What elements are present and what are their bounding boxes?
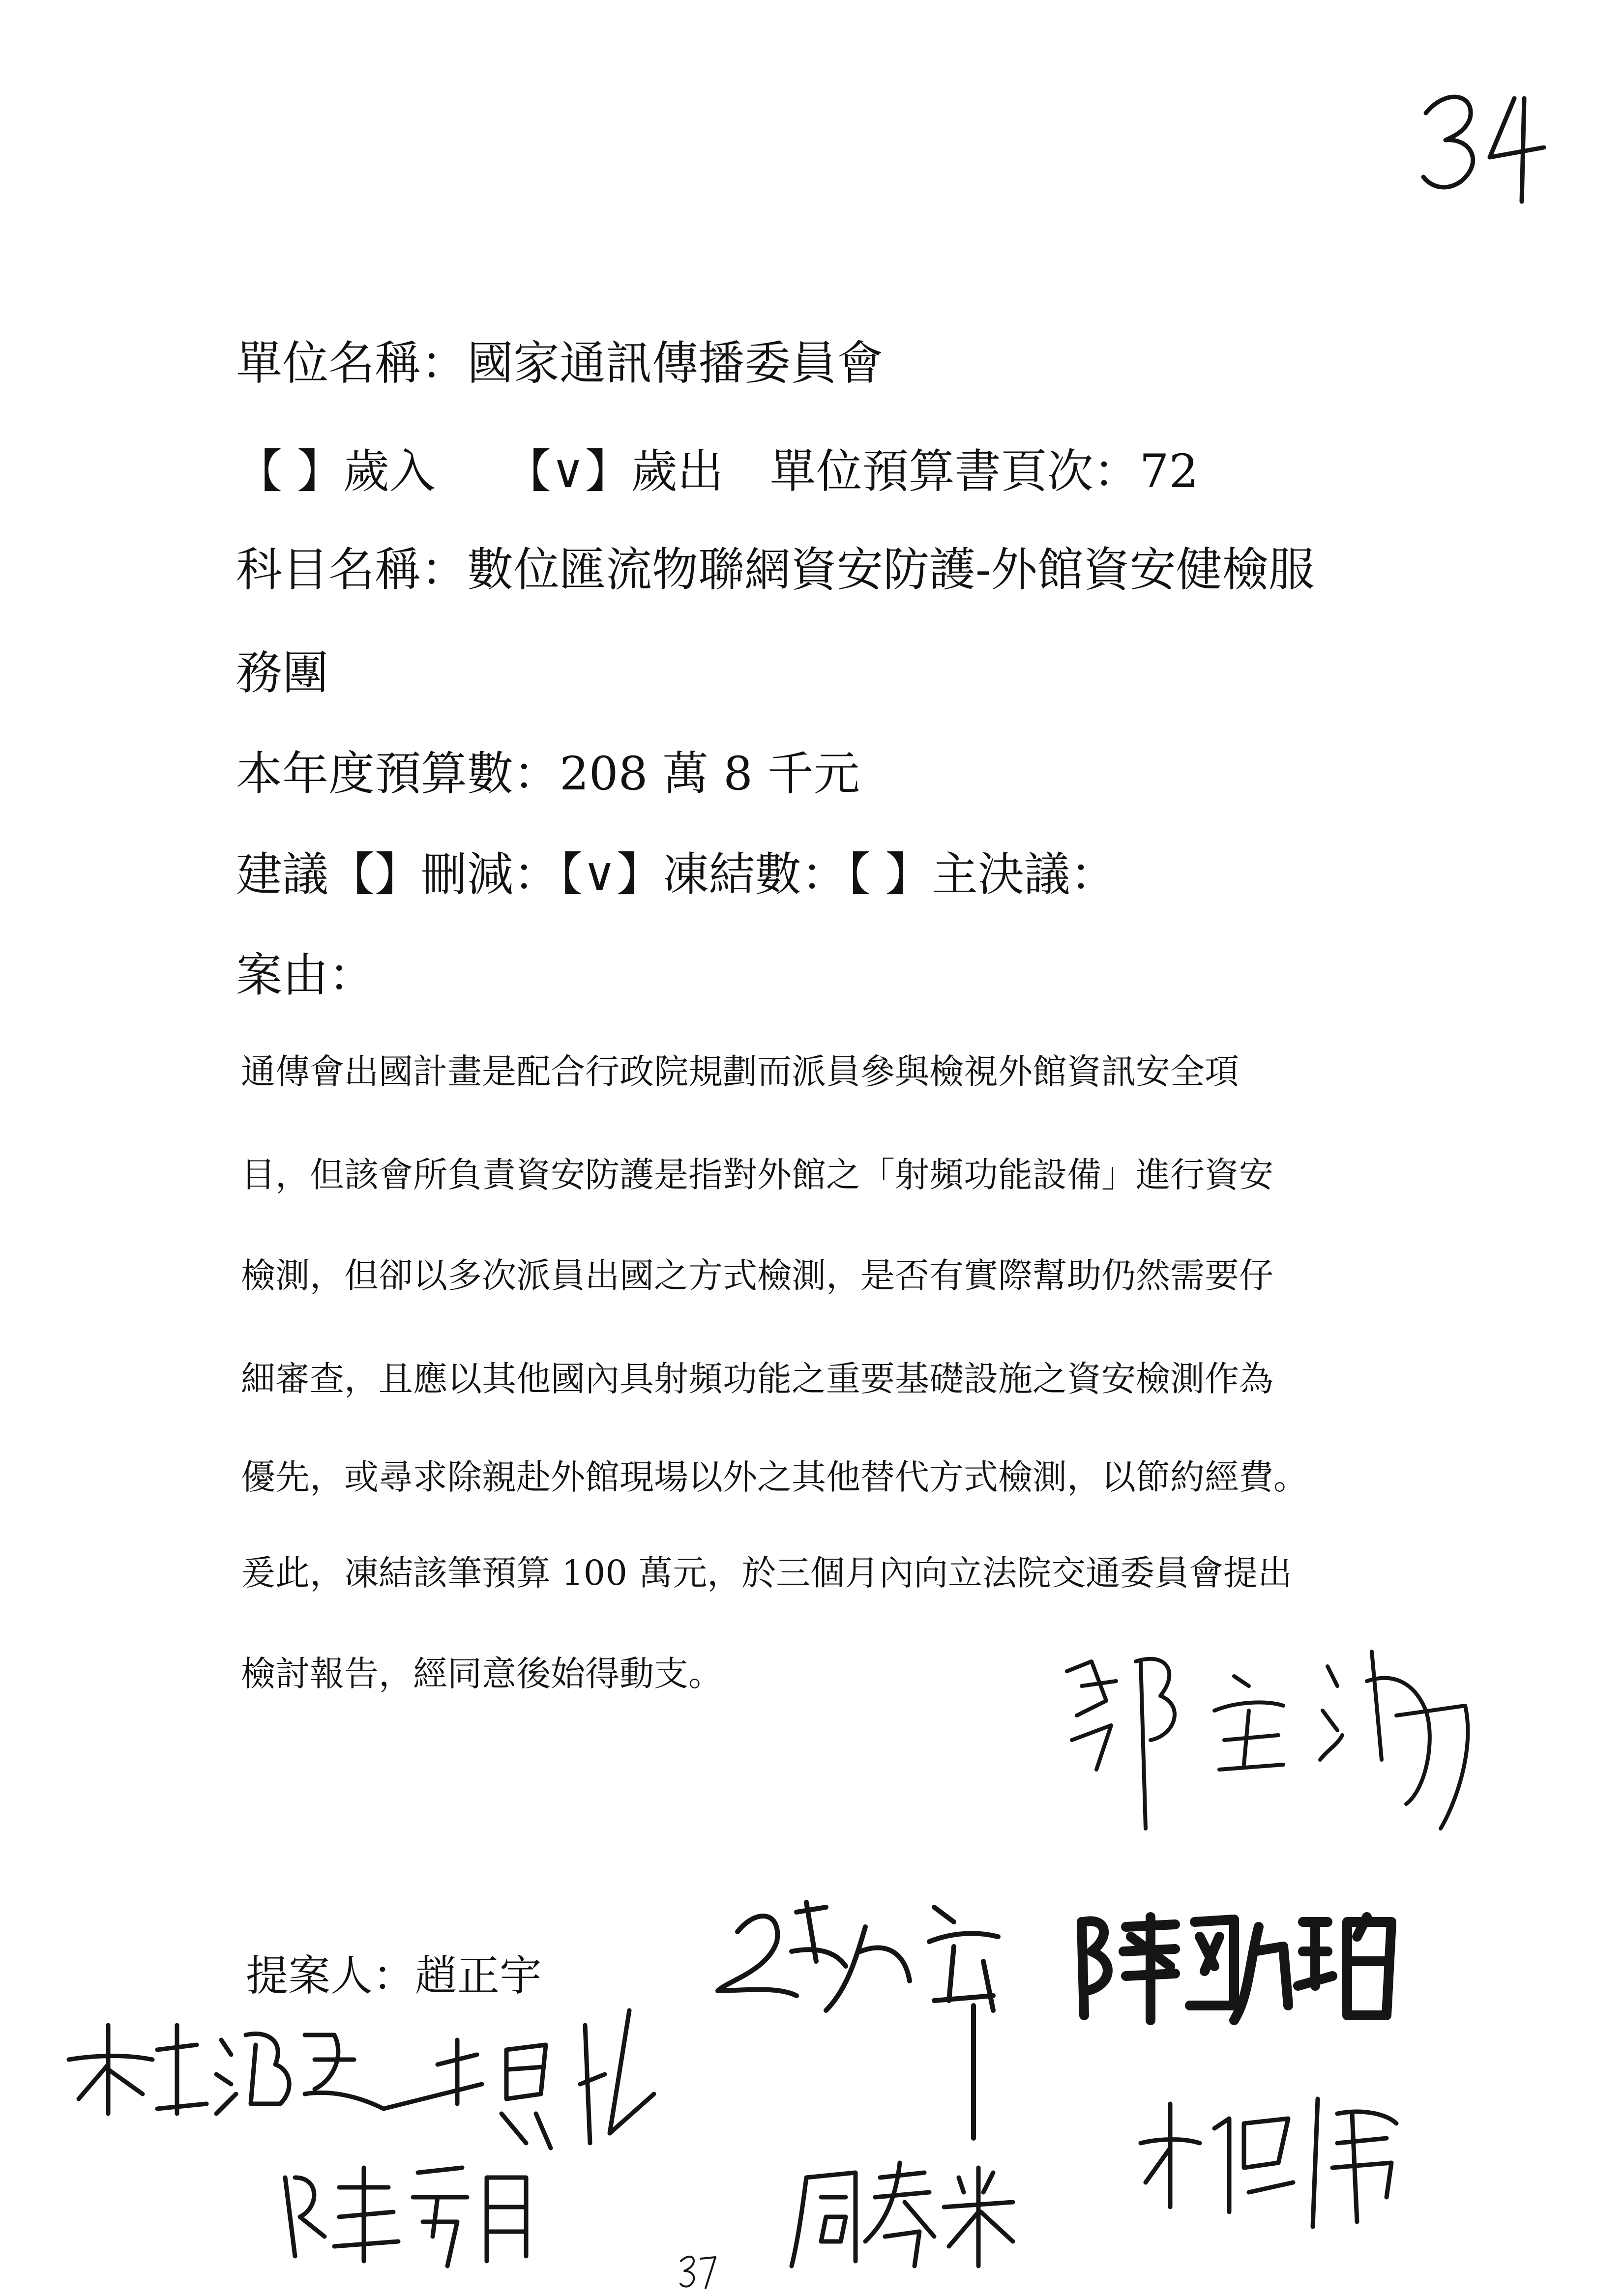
signature-li [423, 1996, 679, 2163]
subject-name-line: 科目名稱：數位匯流物聯網資安防護-外館資安健檢服 [236, 543, 1315, 597]
handwritten-bottom-number [679, 2251, 718, 2291]
handwritten-page-number [1416, 79, 1564, 206]
signature-zhao [698, 1892, 1052, 2148]
reason-text-line: 爰此，凍結該筆預算 100 萬元，於三個月內向立法院交通委員會提出 [241, 1553, 1293, 1593]
signature-lin [59, 2015, 443, 2138]
unit-name-line: 單位名稱：國家通訊傳播委員會 [236, 337, 884, 390]
reason-text-line: 檢測，但卻以多次派員出國之方式檢測，是否有實際幫助仍然需要仔 [241, 1255, 1273, 1296]
signature-right [1131, 2084, 1426, 2232]
signature-zhou [787, 2148, 1023, 2276]
reason-text-line: 細審查，且應以其他國內具射頻功能之重要基礎設施之資安檢測作為 [241, 1359, 1273, 1399]
reason-text-line: 通傳會出國計畫是配合行政院規劃而派員參與檢視外館資訊安全項 [241, 1051, 1239, 1092]
reason-label: 案由： [236, 949, 375, 1002]
reason-text-line: 檢討報告，經同意後始得動支。 [241, 1654, 723, 1694]
signature-chen-suyue [275, 2148, 551, 2276]
suggestion-line: 建議【】刪減：【∨】凍結數：【 】主決議： [236, 848, 1117, 901]
proposer-line: 提案人：趙正宇 [246, 1951, 542, 2001]
annual-budget-line: 本年度預算數：208 萬 8 千元 [236, 747, 860, 801]
budget-type-line: 【 】歲入 【∨】歲出 單位預算書頁次：72 [236, 445, 1199, 498]
signature-chen-ouboh [1072, 1907, 1406, 2025]
signature-zheng [1052, 1642, 1495, 1897]
reason-text-line: 目，但該會所負責資安防護是指對外館之「射頻功能設備」進行資安 [241, 1155, 1273, 1195]
reason-text-line: 優先，或尋求除親赴外館現場以外之其他替代方式檢測，以節約經費。 [241, 1457, 1308, 1497]
subject-name-line-continued: 務團 [236, 646, 329, 700]
